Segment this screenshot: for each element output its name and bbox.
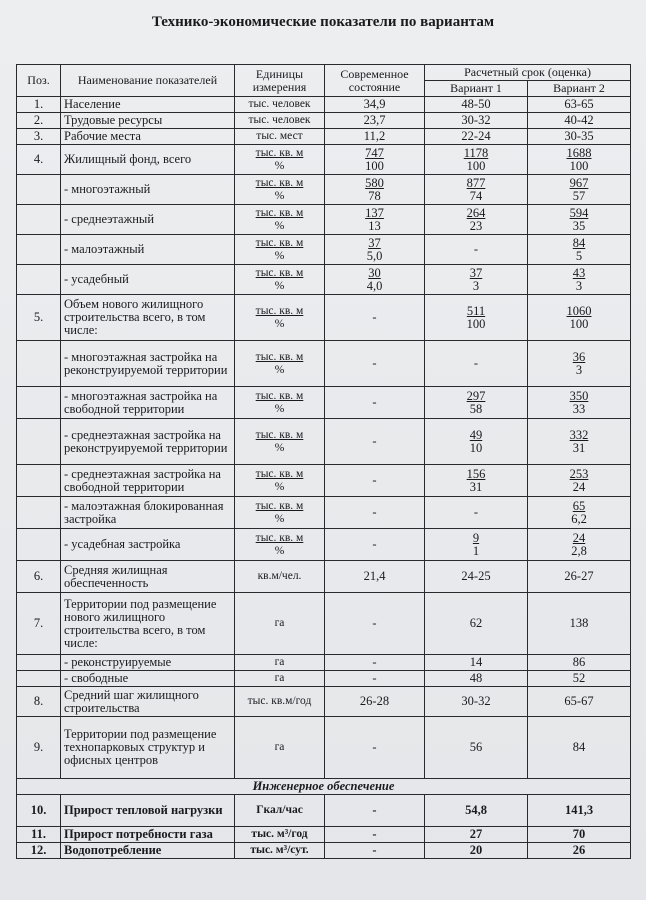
- row-current-value-percent: 4,0: [366, 278, 383, 293]
- table-row: [17, 843, 631, 859]
- row-variant-2-value: [528, 341, 631, 387]
- row-indicator-name: Объем нового жилищного строительства всего, в том числе:: [61, 295, 235, 341]
- row-unit: тыс. человек: [235, 113, 325, 129]
- row-variant-1-value-percent: 3: [472, 278, 480, 293]
- row-variant-1-value: 14: [425, 655, 528, 671]
- document-title: Технико-экономические показатели по вариантам: [151, 14, 495, 30]
- row-current-value: [325, 235, 425, 265]
- row-variant-2-value-percent: 3: [575, 362, 583, 377]
- row-indicator-name: - среднеэтажная застройка на свободной территории: [61, 465, 235, 497]
- row-unit-value: тыс. кв. м: [255, 467, 304, 480]
- row-indicator-name: - среднеэтажная застройка на реконструируемой территории: [61, 419, 235, 465]
- row-unit: [235, 235, 325, 265]
- row-variant-2-value-value: 594: [569, 205, 589, 220]
- row-variant-2-value: [528, 205, 631, 235]
- row-unit-value: тыс. кв. м: [255, 146, 304, 159]
- row-current-value: -: [325, 671, 425, 687]
- row-current-value: -: [325, 295, 425, 341]
- row-variant-1-value-percent: 1: [472, 543, 480, 558]
- row-unit-percent: %: [274, 189, 285, 202]
- row-variant-1-value: -: [425, 235, 528, 265]
- row-current-value: -: [325, 795, 425, 827]
- row-position: [17, 419, 61, 465]
- row-variant-1-value-percent: 10: [469, 440, 483, 455]
- row-variant-1-value: 27: [425, 827, 528, 843]
- row-variant-1-value: [425, 205, 528, 235]
- row-unit-percent: %: [274, 363, 285, 376]
- row-variant-2-value: 63-65: [528, 97, 631, 113]
- row-variant-2-value-percent: 57: [572, 188, 586, 203]
- row-current-value: -: [325, 465, 425, 497]
- row-variant-2-value-value: 350: [569, 388, 589, 403]
- row-unit-percent: %: [274, 249, 285, 262]
- row-variant-1-value: [425, 145, 528, 175]
- row-variant-2-value: [528, 529, 631, 561]
- row-variant-1-value-value: 264: [466, 205, 486, 220]
- row-unit-value: тыс. кв. м: [255, 428, 304, 441]
- row-position: [17, 497, 61, 529]
- row-variant-2-value: 65-67: [528, 687, 631, 717]
- row-variant-2-value-value: 1060: [566, 303, 592, 318]
- table-row: [17, 593, 631, 655]
- row-unit-percent: %: [274, 159, 285, 172]
- row-unit: [235, 529, 325, 561]
- row-unit-value: тыс. кв. м: [255, 499, 304, 512]
- row-position: [17, 387, 61, 419]
- row-indicator-name: Территории под размещение нового жилищного строительства всего, в том числе:: [61, 593, 235, 655]
- row-unit: [235, 265, 325, 295]
- row-variant-1-value: [425, 387, 528, 419]
- row-unit: тыс. м³/сут.: [235, 843, 325, 859]
- table-row: [17, 655, 631, 671]
- row-current-value: -: [325, 593, 425, 655]
- row-position: [17, 671, 61, 687]
- row-current-value: -: [325, 497, 425, 529]
- row-variant-1-value-value: 511: [466, 303, 486, 318]
- row-variant-1-value-percent: 58: [469, 401, 483, 416]
- row-unit: [235, 145, 325, 175]
- row-current-value: [325, 265, 425, 295]
- row-unit: [235, 341, 325, 387]
- row-unit: Гкал/час: [235, 795, 325, 827]
- row-unit-percent: %: [274, 480, 285, 493]
- row-current-value: 34,9: [325, 97, 425, 113]
- table-row: [17, 561, 631, 593]
- row-variant-2-value: 84: [528, 717, 631, 779]
- row-unit: га: [235, 671, 325, 687]
- row-variant-2-value: [528, 265, 631, 295]
- header-forecast: Расчетный срок (оценка): [425, 65, 631, 81]
- row-variant-2-value-value: 332: [569, 427, 589, 442]
- row-position: 9.: [17, 717, 61, 779]
- row-indicator-name: Трудовые ресурсы: [61, 113, 235, 129]
- row-variant-1-value: [425, 265, 528, 295]
- table-row: [17, 113, 631, 129]
- row-variant-2-value: [528, 465, 631, 497]
- row-position: [17, 341, 61, 387]
- row-variant-1-value: 56: [425, 717, 528, 779]
- row-unit-value: тыс. кв. м: [255, 350, 304, 363]
- row-variant-1-value-percent: 23: [469, 218, 483, 233]
- row-current-value: -: [325, 419, 425, 465]
- row-variant-2-value: [528, 387, 631, 419]
- row-position: [17, 529, 61, 561]
- row-unit-value: тыс. кв. м: [255, 206, 304, 219]
- row-variant-1-value-percent: 31: [469, 479, 483, 494]
- row-variant-2-value: 70: [528, 827, 631, 843]
- table-row: [17, 795, 631, 827]
- row-variant-2-value: 40-42: [528, 113, 631, 129]
- row-unit: тыс. кв.м/год: [235, 687, 325, 717]
- row-variant-1-value: 54,8: [425, 795, 528, 827]
- row-variant-1-value-value: 297: [466, 388, 486, 403]
- row-unit-value: тыс. кв. м: [255, 236, 304, 249]
- row-variant-2-value: [528, 497, 631, 529]
- row-position: 5.: [17, 295, 61, 341]
- row-current-value: [325, 145, 425, 175]
- table-row: [17, 341, 631, 387]
- row-variant-1-value: -: [425, 341, 528, 387]
- row-position: 11.: [17, 827, 61, 843]
- table-row: [17, 387, 631, 419]
- row-position: 12.: [17, 843, 61, 859]
- row-position: [17, 205, 61, 235]
- row-variant-2-value-value: 65: [572, 498, 586, 513]
- header-pos: Поз.: [17, 65, 61, 97]
- table-row: [17, 465, 631, 497]
- row-unit-percent: %: [274, 219, 285, 232]
- row-variant-2-value-value: 253: [569, 466, 589, 481]
- table-row: [17, 97, 631, 113]
- row-current-value-percent: 13: [368, 218, 381, 233]
- row-variant-2-value-value: 967: [569, 175, 589, 190]
- row-position: 3.: [17, 129, 61, 145]
- row-current-value-value: 137: [365, 205, 384, 220]
- row-indicator-name: - многоэтажный: [61, 175, 235, 205]
- row-variant-1-value: [425, 175, 528, 205]
- row-indicator-name: - усадебная застройка: [61, 529, 235, 561]
- row-variant-1-value: [425, 295, 528, 341]
- table-row: [17, 235, 631, 265]
- row-variant-1-value: [425, 419, 528, 465]
- row-unit-value: тыс. кв. м: [255, 266, 304, 279]
- header-current: Современное состояние: [325, 65, 425, 97]
- row-indicator-name: Рабочие места: [61, 129, 235, 145]
- table-row: [17, 671, 631, 687]
- row-unit: тыс. человек: [235, 97, 325, 113]
- table-row: [17, 175, 631, 205]
- row-current-value: [325, 175, 425, 205]
- row-variant-2-value-value: 36: [572, 349, 586, 364]
- row-variant-2-value: 86: [528, 655, 631, 671]
- row-unit-percent: %: [274, 279, 285, 292]
- row-position: [17, 465, 61, 497]
- row-variant-1-value-value: 1178: [463, 145, 489, 160]
- row-position: [17, 655, 61, 671]
- row-variant-2-value: [528, 295, 631, 341]
- table-row: [17, 129, 631, 145]
- table-row: [17, 295, 631, 341]
- header-unit: Единицы измерения: [235, 65, 325, 97]
- row-current-value-percent: 100: [365, 158, 384, 173]
- table-row: [17, 145, 631, 175]
- header-name: Наименование показателей: [61, 65, 235, 97]
- row-variant-1-value: 30-32: [425, 687, 528, 717]
- row-indicator-name: Средний шаг жилищного строительства: [61, 687, 235, 717]
- row-unit-value: тыс. кв. м: [255, 176, 304, 189]
- row-unit: [235, 497, 325, 529]
- row-unit: [235, 387, 325, 419]
- row-variant-2-value-percent: 3: [575, 278, 583, 293]
- row-variant-2-value-percent: 100: [569, 158, 589, 173]
- row-unit: [235, 465, 325, 497]
- row-current-value: -: [325, 655, 425, 671]
- row-variant-2-value-value: 84: [572, 235, 586, 250]
- row-position: 8.: [17, 687, 61, 717]
- row-variant-2-value-percent: 31: [572, 440, 586, 455]
- row-variant-1-value-percent: 100: [466, 316, 486, 331]
- row-unit-percent: %: [274, 441, 285, 454]
- section-row: [17, 779, 631, 795]
- row-unit-percent: %: [274, 512, 285, 525]
- row-indicator-name: - малоэтажный: [61, 235, 235, 265]
- row-variant-1-value: 48: [425, 671, 528, 687]
- row-indicator-name: - реконструируемые: [61, 655, 235, 671]
- row-variant-1-value: 48-50: [425, 97, 528, 113]
- header-variant-1: Вариант 1: [425, 81, 528, 97]
- row-variant-2-value: [528, 419, 631, 465]
- row-unit: кв.м/чел.: [235, 561, 325, 593]
- row-variant-2-value-percent: 35: [572, 218, 586, 233]
- row-unit: [235, 205, 325, 235]
- row-variant-1-value-value: 37: [469, 265, 483, 280]
- row-current-value-percent: 78: [368, 188, 381, 203]
- row-variant-1-value: 24-25: [425, 561, 528, 593]
- row-variant-1-value: 30-32: [425, 113, 528, 129]
- row-indicator-name: - малоэтажная блокированная застройка: [61, 497, 235, 529]
- row-current-value-value: 37: [368, 235, 381, 250]
- table-row: [17, 205, 631, 235]
- row-current-value: 23,7: [325, 113, 425, 129]
- row-indicator-name: - многоэтажная застройка на свободной территории: [61, 387, 235, 419]
- table-row: [17, 265, 631, 295]
- row-indicator-name: Водопотребление: [61, 843, 235, 859]
- row-variant-1-value: -: [425, 497, 528, 529]
- row-variant-1-value-percent: 100: [466, 158, 486, 173]
- row-unit-value: тыс. кв. м: [255, 304, 304, 317]
- row-variant-2-value-value: 1688: [566, 145, 592, 160]
- row-position: [17, 235, 61, 265]
- row-variant-1-value: [425, 465, 528, 497]
- row-current-value: 26-28: [325, 687, 425, 717]
- section-title: Инженерное обеспечение: [17, 779, 631, 795]
- row-position: 7.: [17, 593, 61, 655]
- row-indicator-name: Средняя жилищная обеспеченность: [61, 561, 235, 593]
- row-current-value: 21,4: [325, 561, 425, 593]
- row-variant-2-value: 52: [528, 671, 631, 687]
- row-unit: тыс. мест: [235, 129, 325, 145]
- row-variant-2-value-percent: 100: [569, 316, 589, 331]
- table-row: [17, 717, 631, 779]
- row-current-value: -: [325, 387, 425, 419]
- row-current-value-value: 30: [368, 265, 381, 280]
- row-variant-1-value-value: 156: [466, 466, 486, 481]
- row-variant-2-value: 138: [528, 593, 631, 655]
- row-variant-1-value-value: 877: [466, 175, 486, 190]
- row-variant-1-value: 20: [425, 843, 528, 859]
- row-unit: тыс. м³/год: [235, 827, 325, 843]
- row-unit: га: [235, 593, 325, 655]
- table-row: [17, 687, 631, 717]
- row-indicator-name: Территории под размещение технопарковых структур и офисных центров: [61, 717, 235, 779]
- row-current-value: -: [325, 843, 425, 859]
- row-variant-1-value: 62: [425, 593, 528, 655]
- row-current-value: [325, 205, 425, 235]
- header-variant-2: Вариант 2: [528, 81, 631, 97]
- row-variant-2-value-percent: 6,2: [571, 511, 587, 526]
- table-row: [17, 529, 631, 561]
- row-indicator-name: Жилищный фонд, всего: [61, 145, 235, 175]
- row-unit-percent: %: [274, 544, 285, 557]
- table-row: [17, 497, 631, 529]
- table-body: [17, 97, 631, 859]
- row-variant-2-value: 30-35: [528, 129, 631, 145]
- row-indicator-name: - многоэтажная застройка на реконструируемой территории: [61, 341, 235, 387]
- row-current-value-value: 580: [365, 175, 384, 190]
- row-variant-2-value: [528, 175, 631, 205]
- row-variant-2-value-percent: 33: [572, 401, 586, 416]
- row-unit-value: тыс. кв. м: [255, 389, 304, 402]
- row-position: 2.: [17, 113, 61, 129]
- row-current-value: -: [325, 717, 425, 779]
- row-variant-2-value: 141,3: [528, 795, 631, 827]
- row-indicator-name: - усадебный: [61, 265, 235, 295]
- row-unit-value: тыс. кв. м: [255, 531, 304, 544]
- row-variant-1-value-value: 9: [472, 530, 480, 545]
- row-unit-percent: %: [274, 402, 285, 415]
- row-current-value: -: [325, 341, 425, 387]
- row-indicator-name: Прирост тепловой нагрузки: [61, 795, 235, 827]
- row-variant-1-value: 22-24: [425, 129, 528, 145]
- table-row: [17, 419, 631, 465]
- row-unit: [235, 419, 325, 465]
- row-indicator-name: - свободные: [61, 671, 235, 687]
- row-position: 4.: [17, 145, 61, 175]
- row-variant-2-value: 26-27: [528, 561, 631, 593]
- row-position: 1.: [17, 97, 61, 113]
- row-position: 6.: [17, 561, 61, 593]
- row-variant-2-value: 26: [528, 843, 631, 859]
- row-current-value: 11,2: [325, 129, 425, 145]
- row-current-value: -: [325, 827, 425, 843]
- row-unit: [235, 175, 325, 205]
- table-row: [17, 827, 631, 843]
- row-unit: га: [235, 717, 325, 779]
- row-position: [17, 265, 61, 295]
- row-variant-2-value-value: 24: [572, 530, 586, 545]
- row-position: [17, 175, 61, 205]
- row-variant-2-value-percent: 5: [575, 248, 583, 263]
- row-unit: [235, 295, 325, 341]
- row-variant-2-value-value: 43: [572, 265, 586, 280]
- row-unit: га: [235, 655, 325, 671]
- row-indicator-name: - среднеэтажный: [61, 205, 235, 235]
- row-variant-2-value-percent: 2,8: [571, 543, 587, 558]
- row-variant-1-value: [425, 529, 528, 561]
- indicators-table: [16, 64, 631, 859]
- row-variant-1-value-percent: 74: [469, 188, 483, 203]
- row-indicator-name: Прирост потребности газа: [61, 827, 235, 843]
- row-variant-2-value: [528, 145, 631, 175]
- row-indicator-name: Население: [61, 97, 235, 113]
- row-position: 10.: [17, 795, 61, 827]
- row-current-value: -: [325, 529, 425, 561]
- row-variant-2-value: [528, 235, 631, 265]
- row-unit-percent: %: [274, 317, 285, 330]
- row-current-value-value: 747: [365, 145, 384, 160]
- row-variant-2-value-percent: 24: [572, 479, 586, 494]
- row-variant-1-value-value: 49: [469, 427, 483, 442]
- row-current-value-percent: 5,0: [366, 248, 383, 263]
